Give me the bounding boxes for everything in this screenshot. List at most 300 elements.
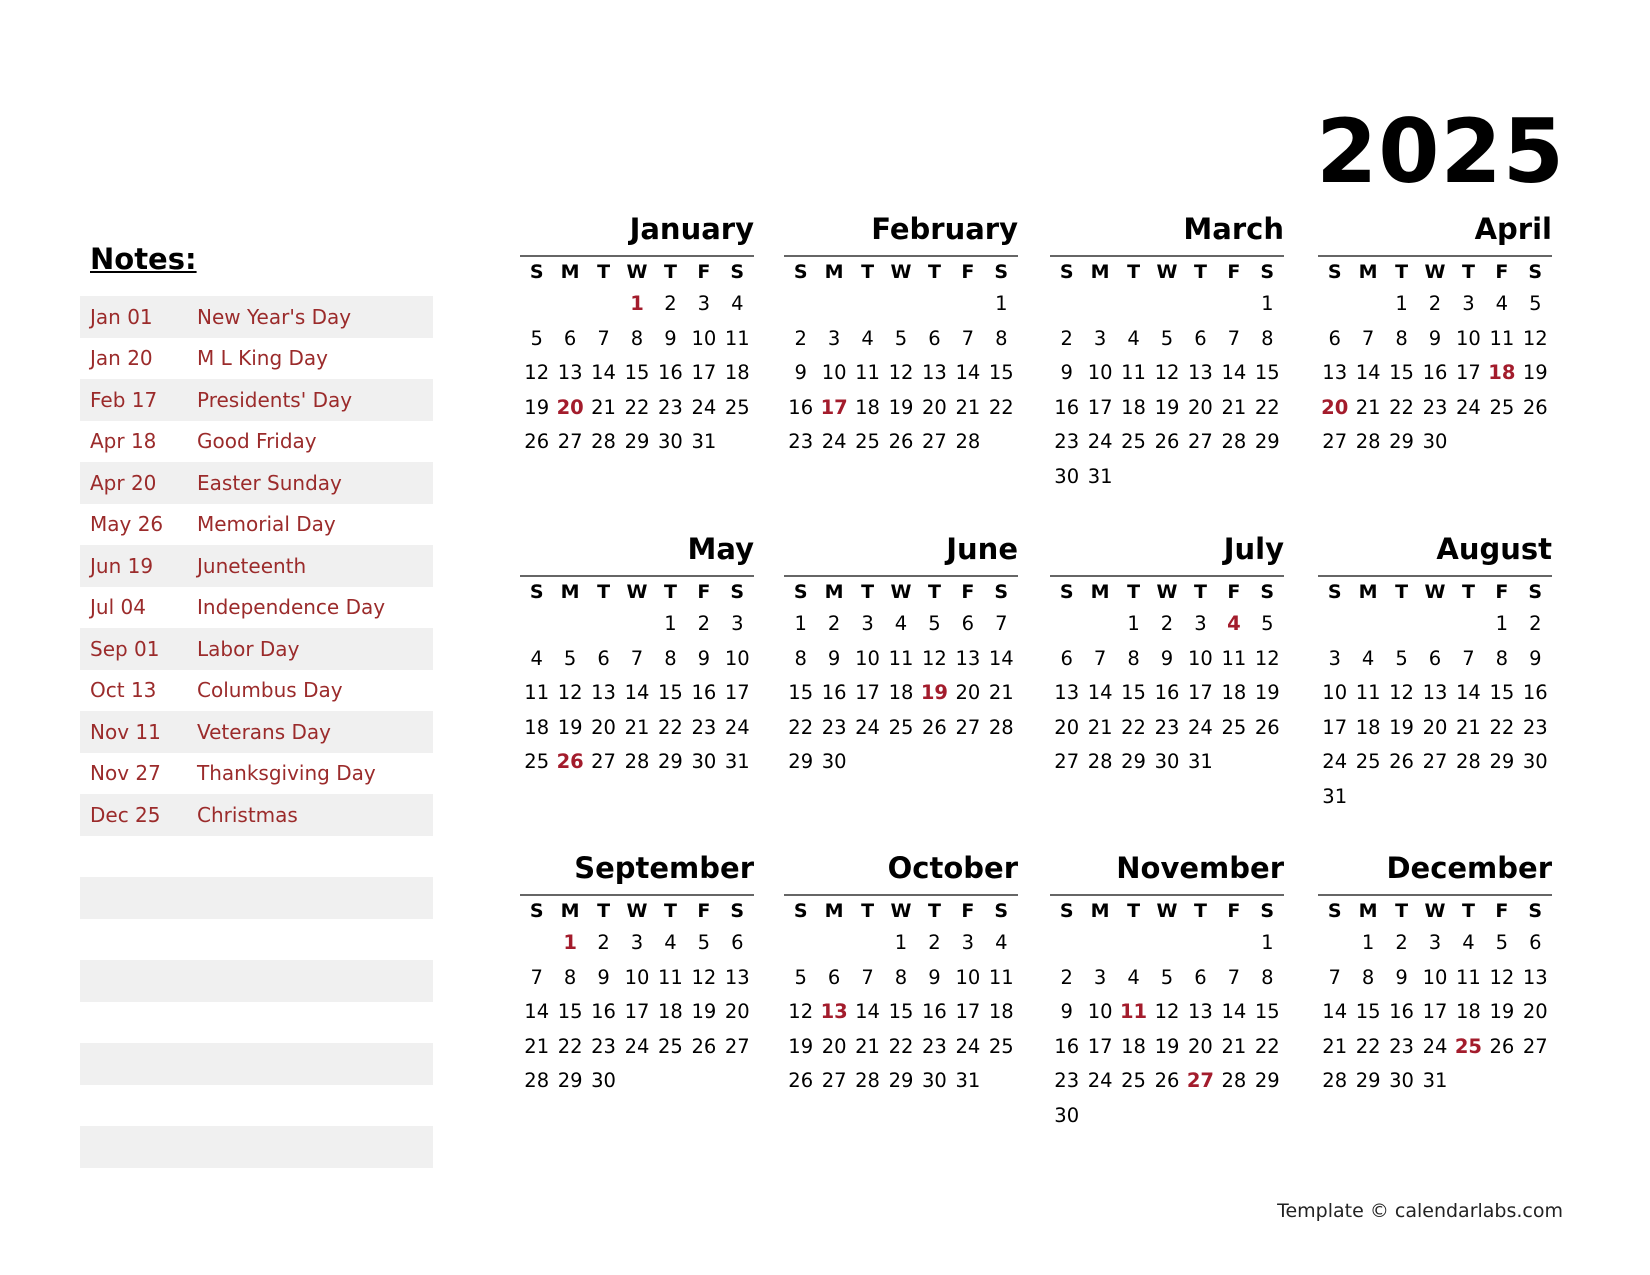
empty-day	[1251, 745, 1284, 780]
weekday-header	[1318, 896, 1552, 926]
day: 28	[1322, 1069, 1348, 1092]
day: 1	[664, 612, 677, 635]
weekday-label: T	[597, 261, 611, 283]
day: 4	[894, 612, 908, 635]
day: 4	[1127, 965, 1140, 989]
day: 7	[961, 326, 975, 350]
day: 22	[1254, 1034, 1280, 1058]
day: 2	[827, 612, 841, 635]
day: 30	[1522, 750, 1548, 773]
day: 2	[697, 612, 711, 635]
note-row	[80, 1043, 433, 1085]
day: 15	[888, 1000, 914, 1023]
month-july	[1050, 532, 1284, 780]
note-holiday-name: Memorial Day	[197, 512, 336, 537]
day: 6	[928, 326, 941, 350]
note-row	[80, 753, 433, 795]
weekday-label: F	[1495, 900, 1509, 922]
day: 27	[955, 715, 981, 739]
day: 17	[1087, 395, 1113, 419]
week-row	[784, 711, 1018, 746]
day: 6	[597, 646, 610, 670]
day: 25	[1489, 395, 1515, 419]
weekday-label: S	[730, 261, 745, 283]
day: 26	[888, 430, 914, 453]
day: 4	[1361, 646, 1375, 670]
note-holiday-name: Presidents' Day	[197, 387, 353, 412]
day: 4	[1127, 326, 1140, 350]
week-row	[1318, 745, 1552, 780]
day: 1	[995, 292, 1008, 315]
day: 29	[1355, 1069, 1381, 1092]
day: 1	[1127, 612, 1140, 635]
day: 7	[861, 965, 874, 989]
empty-day	[918, 287, 951, 322]
month-name: February	[784, 215, 1018, 257]
note-holiday-name: M L King Day	[197, 346, 329, 371]
note-date: May 26	[90, 512, 164, 537]
day: 26	[922, 715, 947, 739]
empty-day	[721, 425, 754, 460]
week-row	[1050, 1064, 1284, 1099]
holiday-day: 17	[820, 395, 848, 419]
weekday-label: S	[1059, 581, 1074, 603]
weekday-header	[520, 257, 754, 287]
weekday-label: T	[861, 261, 875, 283]
note-date: Dec 25	[90, 802, 161, 827]
day: 2	[928, 931, 941, 954]
week-row	[1318, 425, 1552, 460]
week-row	[1050, 711, 1284, 746]
week-row	[784, 1030, 1018, 1065]
day: 25	[724, 395, 750, 419]
weekday-label: F	[961, 581, 975, 603]
day: 11	[524, 681, 550, 704]
day: 6	[1529, 931, 1542, 954]
day: 9	[1160, 646, 1174, 670]
day: 24	[821, 430, 847, 453]
month-november	[1050, 851, 1284, 1133]
day: 27	[557, 430, 583, 453]
day: 14	[988, 646, 1014, 670]
holiday-day: 18	[1488, 361, 1516, 384]
note-row	[80, 338, 433, 380]
day: 25	[1121, 430, 1146, 453]
day: 21	[1322, 1034, 1348, 1058]
note-row	[80, 504, 433, 546]
day: 3	[630, 931, 644, 954]
weekday-label: T	[1127, 900, 1141, 922]
empty-day	[1184, 287, 1217, 322]
empty-day	[1485, 1064, 1518, 1099]
day: 27	[724, 1034, 750, 1058]
day: 26	[1489, 1034, 1515, 1058]
day: 31	[691, 430, 717, 453]
day: 17	[724, 681, 750, 704]
day: 16	[1389, 1000, 1414, 1023]
day: 18	[524, 715, 550, 739]
day: 15	[658, 681, 683, 704]
day: 18	[855, 395, 880, 419]
day: 30	[922, 1069, 947, 1092]
empty-day	[1385, 780, 1418, 815]
empty-day	[1519, 1064, 1552, 1099]
day: 29	[1121, 750, 1146, 773]
month-february	[784, 212, 1018, 460]
empty-day	[851, 745, 884, 780]
day: 26	[1154, 430, 1180, 453]
week-row	[520, 425, 754, 460]
day: 4	[664, 931, 677, 954]
weekday-label: T	[927, 900, 941, 922]
day: 20	[821, 1034, 847, 1058]
weekday-header	[784, 257, 1018, 287]
day: 10	[855, 646, 880, 670]
empty-day	[1251, 460, 1284, 495]
month-name: September	[520, 854, 754, 896]
week-row	[1318, 391, 1552, 426]
weekday-label: F	[697, 900, 711, 922]
day: 3	[1093, 326, 1107, 350]
day: 29	[1254, 1069, 1280, 1092]
week-row	[520, 926, 754, 961]
weekday-label: S	[730, 581, 745, 603]
day: 2	[1060, 326, 1073, 350]
day: 3	[697, 292, 711, 315]
empty-day	[884, 287, 917, 322]
week-row	[1318, 676, 1552, 711]
day: 21	[1221, 395, 1247, 419]
day: 15	[1254, 361, 1280, 384]
week-row	[520, 642, 754, 677]
day: 12	[888, 361, 914, 384]
week-row	[1318, 607, 1552, 642]
week-row	[1050, 607, 1284, 642]
day: 5	[1495, 931, 1509, 954]
day: 16	[788, 395, 814, 419]
weekday-label: S	[994, 581, 1009, 603]
day: 1	[1395, 292, 1408, 315]
day: 23	[788, 430, 814, 453]
day: 13	[1522, 965, 1548, 989]
day: 25	[855, 430, 880, 453]
day: 5	[1261, 612, 1274, 635]
day: 14	[955, 361, 981, 384]
day: 29	[888, 1069, 914, 1092]
weekday-label: T	[663, 261, 677, 283]
empty-day	[1485, 425, 1518, 460]
empty-day	[553, 287, 586, 322]
empty-day	[1217, 1099, 1250, 1134]
day: 8	[894, 965, 908, 989]
weekday-label: T	[1395, 581, 1409, 603]
day: 18	[1456, 1000, 1481, 1023]
day: 5	[894, 326, 908, 350]
day: 9	[597, 965, 610, 989]
day: 5	[1395, 646, 1408, 670]
empty-day	[918, 745, 951, 780]
week-row	[784, 676, 1018, 711]
weekday-label: W	[890, 900, 912, 922]
week-row	[1050, 287, 1284, 322]
day: 24	[1422, 1034, 1448, 1058]
weekday-label: S	[529, 900, 544, 922]
empty-day	[985, 1064, 1018, 1099]
day: 23	[1522, 715, 1548, 739]
day: 2	[597, 931, 610, 954]
day: 9	[1395, 965, 1408, 989]
day: 21	[1355, 395, 1381, 419]
weekday-label: W	[1424, 261, 1446, 283]
empty-day	[1452, 607, 1485, 642]
day: 5	[794, 965, 807, 989]
weekday-label: S	[529, 261, 544, 283]
weekday-label: T	[1461, 900, 1475, 922]
empty-day	[587, 607, 620, 642]
day: 13	[1054, 681, 1080, 704]
note-row	[80, 628, 433, 670]
weekday-label: T	[1193, 581, 1207, 603]
note-row	[80, 877, 433, 919]
empty-day	[1351, 607, 1384, 642]
day: 23	[1054, 1069, 1080, 1092]
day: 24	[724, 715, 750, 739]
day: 20	[724, 1000, 750, 1023]
day: 8	[995, 326, 1008, 350]
day: 10	[1422, 965, 1448, 989]
day: 26	[1254, 715, 1280, 739]
day: 29	[1489, 750, 1515, 773]
day: 7	[530, 965, 543, 989]
day: 10	[724, 646, 750, 670]
day: 22	[788, 715, 814, 739]
day: 15	[1121, 681, 1146, 704]
day: 23	[1054, 430, 1080, 453]
day: 28	[1221, 1069, 1247, 1092]
weekday-header	[1050, 257, 1284, 287]
day: 19	[557, 715, 583, 739]
empty-day	[1251, 1099, 1284, 1134]
day: 2	[1060, 965, 1073, 989]
day: 14	[1221, 1000, 1247, 1023]
day: 9	[794, 361, 807, 384]
day: 3	[861, 612, 874, 635]
weekday-label: F	[961, 900, 975, 922]
weekday-label: M	[560, 581, 580, 603]
notes-title: Notes:	[90, 242, 197, 276]
day: 23	[658, 395, 683, 419]
empty-day	[620, 1064, 653, 1099]
note-holiday-name: New Year's Day	[197, 304, 352, 329]
note-row	[80, 794, 433, 836]
week-row	[1050, 1030, 1284, 1065]
week-row	[1318, 642, 1552, 677]
day: 7	[1462, 646, 1475, 670]
weekday-label: M	[1358, 900, 1378, 922]
day: 9	[1060, 361, 1073, 384]
day: 2	[1428, 292, 1442, 315]
day: 7	[1227, 326, 1241, 350]
day: 22	[658, 715, 683, 739]
empty-day	[1485, 780, 1518, 815]
day: 7	[630, 646, 644, 670]
week-row	[1050, 926, 1284, 961]
week-row	[784, 287, 1018, 322]
day: 29	[788, 750, 814, 773]
week-row	[520, 391, 754, 426]
day: 25	[1355, 750, 1381, 773]
day: 12	[1522, 326, 1548, 350]
week-row	[1050, 745, 1284, 780]
day: 2	[1160, 612, 1174, 635]
weekday-header	[784, 577, 1018, 607]
day: 4	[1495, 292, 1509, 315]
holiday-day: 13	[820, 1000, 848, 1023]
day: 5	[697, 931, 711, 954]
week-row	[1050, 322, 1284, 357]
day: 9	[664, 326, 677, 350]
empty-day	[1083, 287, 1116, 322]
day: 11	[1121, 361, 1146, 384]
weekday-label: T	[1461, 261, 1475, 283]
week-row	[520, 961, 754, 996]
day: 27	[1522, 1034, 1548, 1058]
month-name: December	[1318, 854, 1552, 896]
day: 28	[1221, 430, 1247, 453]
day: 19	[1254, 681, 1280, 704]
day: 16	[591, 1000, 616, 1023]
day: 27	[1054, 750, 1080, 773]
empty-day	[620, 607, 653, 642]
day: 26	[1522, 395, 1548, 419]
weekday-label: W	[626, 900, 648, 922]
weekday-label: W	[1156, 261, 1178, 283]
week-row	[784, 995, 1018, 1030]
month-name: May	[520, 535, 754, 577]
holiday-day: 27	[1186, 1069, 1214, 1092]
empty-day	[1217, 460, 1250, 495]
holiday-day: 20	[556, 395, 584, 419]
week-row	[1318, 711, 1552, 746]
note-row	[80, 545, 433, 587]
day: 30	[658, 430, 683, 453]
empty-day	[884, 745, 917, 780]
day: 14	[1456, 681, 1481, 704]
month-name: June	[784, 535, 1018, 577]
day: 10	[1087, 1000, 1113, 1023]
day: 27	[1322, 430, 1348, 453]
day: 2	[794, 326, 807, 350]
day: 17	[1456, 361, 1481, 384]
day: 8	[563, 965, 577, 989]
day: 13	[1422, 681, 1448, 704]
week-row	[520, 995, 754, 1030]
day: 15	[988, 361, 1014, 384]
day: 5	[1529, 292, 1542, 315]
weekday-header	[1050, 577, 1284, 607]
day: 6	[1428, 646, 1442, 670]
day: 8	[1261, 326, 1274, 350]
day: 6	[731, 931, 744, 954]
day: 9	[928, 965, 941, 989]
day: 8	[1127, 646, 1140, 670]
weekday-label: T	[597, 581, 611, 603]
weekday-label: S	[1528, 581, 1543, 603]
empty-day	[1418, 780, 1451, 815]
empty-day	[1519, 780, 1552, 815]
month-august	[1318, 532, 1552, 814]
day: 13	[955, 646, 981, 670]
weekday-label: F	[1227, 900, 1241, 922]
day: 1	[1495, 612, 1509, 635]
day: 19	[1522, 361, 1548, 384]
weekday-label: T	[1395, 261, 1409, 283]
empty-day	[553, 607, 586, 642]
day: 22	[624, 395, 650, 419]
week-row	[520, 607, 754, 642]
note-row	[80, 1126, 433, 1168]
credit-text: Template © calendarlabs.com	[1277, 1200, 1563, 1222]
day: 22	[1489, 715, 1515, 739]
week-row	[520, 745, 754, 780]
day: 30	[691, 750, 717, 773]
day: 2	[1529, 612, 1542, 635]
weekday-label: W	[1424, 900, 1446, 922]
day: 22	[888, 1034, 914, 1058]
day: 29	[658, 750, 683, 773]
day: 11	[1221, 646, 1247, 670]
day: 30	[1154, 750, 1180, 773]
empty-day	[587, 287, 620, 322]
empty-day	[520, 607, 553, 642]
month-january	[520, 212, 754, 460]
empty-day	[1351, 780, 1384, 815]
week-row	[1318, 780, 1552, 815]
empty-day	[1150, 460, 1183, 495]
day: 30	[1389, 1069, 1414, 1092]
day: 1	[894, 931, 908, 954]
weekday-label: T	[663, 581, 677, 603]
day: 7	[1361, 326, 1375, 350]
day: 30	[1422, 430, 1448, 453]
week-row	[1050, 425, 1284, 460]
weekday-label: M	[824, 261, 844, 283]
weekday-label: S	[1327, 581, 1342, 603]
day: 3	[731, 612, 744, 635]
day: 28	[855, 1069, 880, 1092]
weekday-label: T	[1127, 261, 1141, 283]
day: 28	[988, 715, 1014, 739]
note-row	[80, 1085, 433, 1127]
empty-day	[817, 287, 850, 322]
day: 14	[1355, 361, 1381, 384]
day: 17	[624, 1000, 650, 1023]
notes-list	[80, 296, 433, 1168]
day: 5	[1160, 326, 1174, 350]
day: 21	[955, 395, 981, 419]
day: 23	[1154, 715, 1180, 739]
day: 24	[691, 395, 717, 419]
weekday-label: S	[793, 581, 808, 603]
empty-day	[687, 1064, 720, 1099]
week-row	[1318, 926, 1552, 961]
day: 2	[664, 292, 677, 315]
day: 16	[691, 681, 717, 704]
day: 25	[658, 1034, 683, 1058]
holiday-day: 11	[1119, 1000, 1148, 1023]
day: 31	[724, 750, 750, 773]
note-date: Nov 11	[90, 719, 161, 744]
